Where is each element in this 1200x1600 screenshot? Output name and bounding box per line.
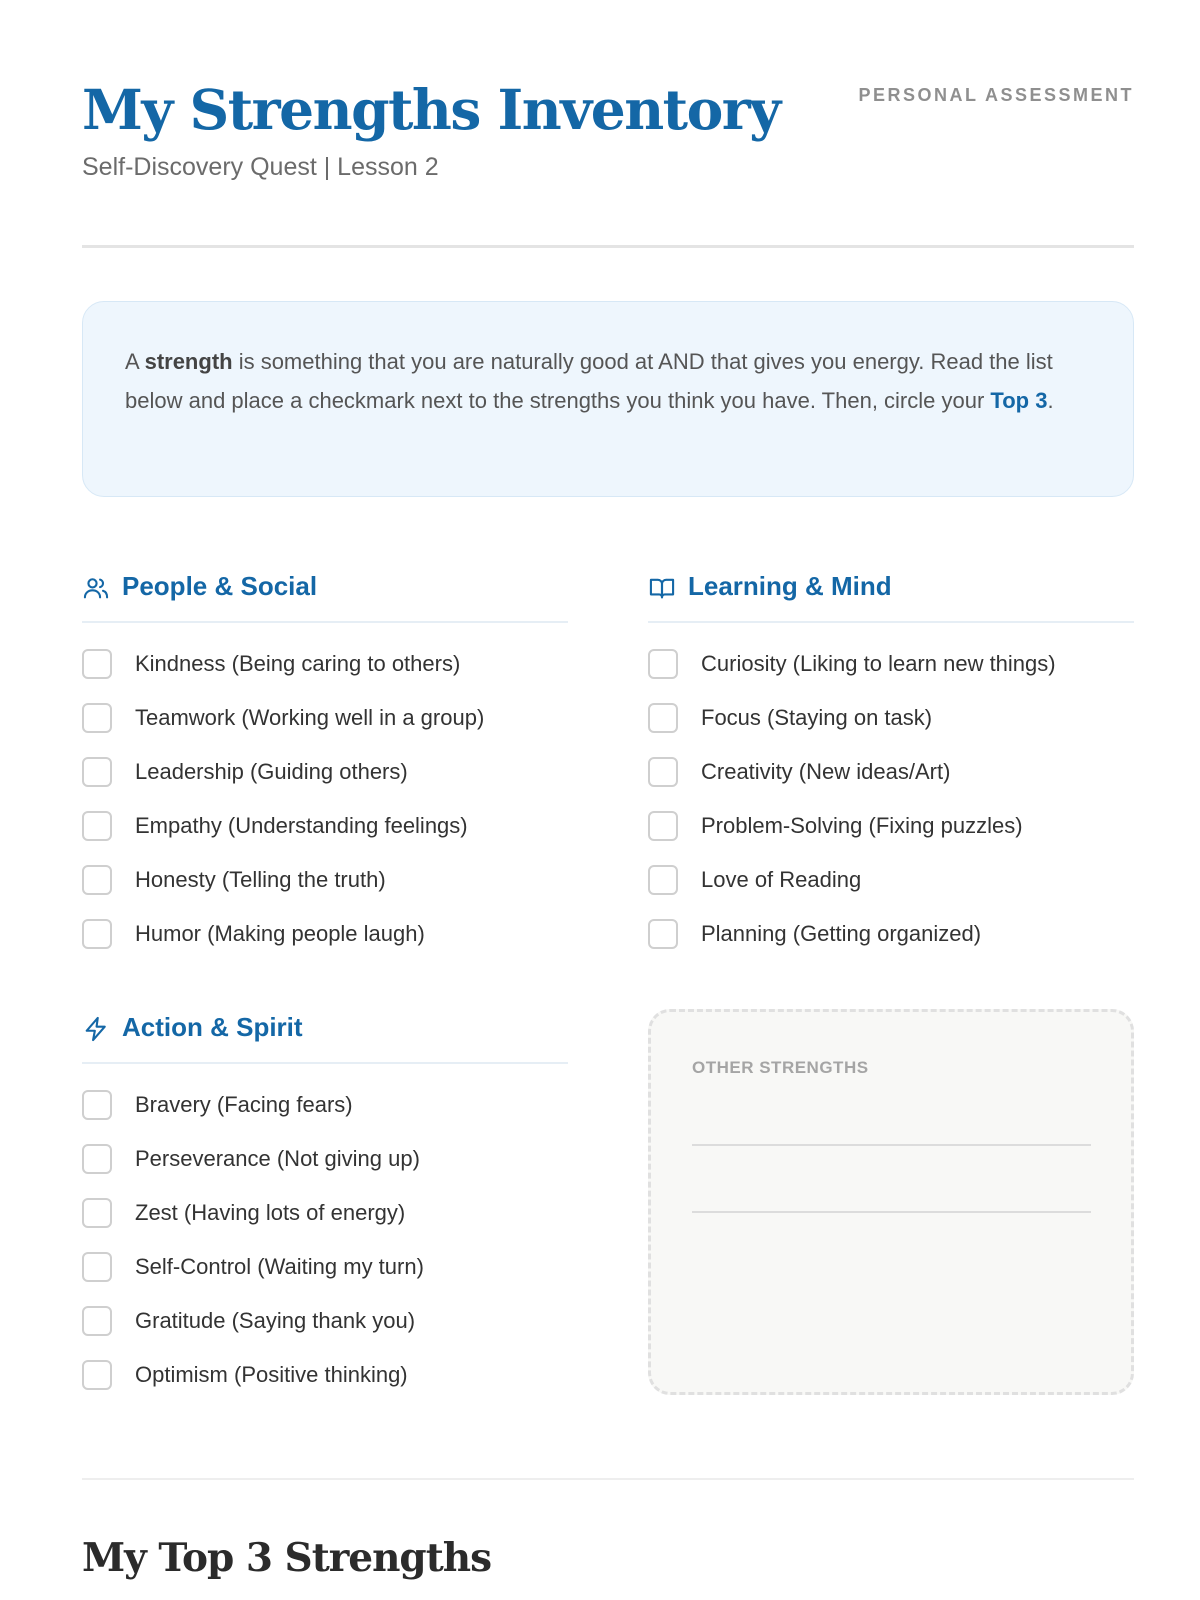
checklist-item[interactable] (648, 757, 1134, 811)
checklist-item[interactable] (82, 1144, 568, 1198)
lightning-icon (82, 1015, 110, 1043)
checkbox[interactable] (82, 1090, 112, 1120)
people-icon (82, 574, 110, 602)
section-header (82, 1009, 568, 1064)
intro-text: is something that you are naturally good at AND that gives you energy. Read the list below and place a checkmark next to the strengths you think you have. Then, circle your (125, 349, 1053, 413)
checkbox[interactable] (82, 757, 112, 787)
checklist-item[interactable] (82, 1306, 568, 1360)
section-header (82, 568, 568, 623)
checklist-item[interactable] (82, 919, 568, 973)
checkbox[interactable] (82, 811, 112, 841)
item-label: Perseverance (Not giving up) (135, 1146, 420, 1171)
item-label: Optimism (Positive thinking) (135, 1362, 408, 1387)
checkbox[interactable] (82, 1252, 112, 1282)
section-title: Learning & Mind (688, 571, 892, 601)
checkbox[interactable] (82, 1306, 112, 1336)
checkbox[interactable] (648, 865, 678, 895)
item-label: Self-Control (Waiting my turn) (135, 1254, 424, 1279)
other-strengths-box (648, 1009, 1134, 1395)
checkbox[interactable] (82, 1360, 112, 1390)
checklist (648, 649, 1134, 973)
item-label: Bravery (Facing fears) (135, 1092, 353, 1117)
checklist-item[interactable] (82, 1090, 568, 1144)
other-strengths-label: OTHER STRENGTHS (692, 1058, 869, 1077)
item-label: Love of Reading (701, 867, 862, 892)
worksheet-page (82, 0, 1134, 1581)
checkbox[interactable] (82, 703, 112, 733)
section-header (648, 568, 1134, 623)
checklist-item[interactable] (82, 1360, 568, 1414)
checklist-item[interactable] (648, 649, 1134, 703)
checkbox[interactable] (648, 757, 678, 787)
checklist-item[interactable] (648, 703, 1134, 757)
checkbox[interactable] (82, 919, 112, 949)
divider (82, 1478, 1134, 1480)
page-title: My Strengths Inventory (82, 77, 780, 142)
checkbox[interactable] (648, 703, 678, 733)
write-in-line[interactable] (692, 1211, 1091, 1213)
section-people-social (82, 568, 568, 973)
section-title: Action & Spirit (122, 1012, 303, 1042)
section-title: People & Social (122, 571, 318, 601)
checklist (82, 649, 568, 973)
checkbox[interactable] (82, 649, 112, 679)
assessment-label: PERSONAL ASSESSMENT (858, 85, 1134, 105)
checklist-item[interactable] (82, 1252, 568, 1306)
checklist-item[interactable] (82, 1198, 568, 1252)
checkbox[interactable] (82, 1198, 112, 1228)
checklist-item[interactable] (82, 811, 568, 865)
checkbox[interactable] (648, 649, 678, 679)
item-label: Planning (Getting organized) (701, 921, 982, 946)
item-label: Gratitude (Saying thank you) (135, 1308, 416, 1333)
checkbox[interactable] (648, 811, 678, 841)
item-label: Honesty (Telling the truth) (135, 867, 386, 892)
item-label: Problem-Solving (Fixing puzzles) (701, 813, 1023, 838)
item-label: Creativity (New ideas/Art) (701, 759, 951, 784)
checklist (82, 1090, 568, 1414)
checklist-item[interactable] (648, 811, 1134, 865)
checklist-item[interactable] (648, 865, 1134, 919)
item-label: Teamwork (Working well in a group) (135, 705, 485, 730)
page-subtitle: Self-Discovery Quest | Lesson 2 (82, 153, 439, 181)
checklist-item[interactable] (82, 757, 568, 811)
item-label: Humor (Making people laugh) (135, 921, 425, 946)
section-action-spirit (82, 1009, 568, 1414)
item-label: Empathy (Understanding feelings) (135, 813, 468, 838)
item-label: Curiosity (Liking to learn new things) (701, 651, 1056, 676)
instructions-box (82, 301, 1134, 497)
checklist-item[interactable] (82, 703, 568, 757)
checkbox[interactable] (648, 919, 678, 949)
write-in-line[interactable] (692, 1144, 1091, 1146)
item-label: Kindness (Being caring to others) (135, 651, 461, 676)
checkbox[interactable] (82, 865, 112, 895)
intro-text: . (1047, 388, 1054, 413)
intro-bold-word: strength (144, 349, 233, 374)
item-label: Focus (Staying on task) (701, 705, 933, 730)
checklist-item[interactable] (82, 649, 568, 703)
checklist-item[interactable] (82, 865, 568, 919)
intro-accent: Top 3 (990, 388, 1048, 413)
item-label: Leadership (Guiding others) (135, 759, 408, 784)
header (82, 0, 1134, 248)
top3-heading: My Top 3 Strengths (82, 1535, 492, 1581)
item-label: Zest (Having lots of energy) (135, 1200, 406, 1225)
book-icon (648, 574, 676, 602)
section-learning-mind (648, 568, 1134, 973)
checklist-item[interactable] (648, 919, 1134, 973)
intro-text: A (125, 349, 145, 374)
checkbox[interactable] (82, 1144, 112, 1174)
